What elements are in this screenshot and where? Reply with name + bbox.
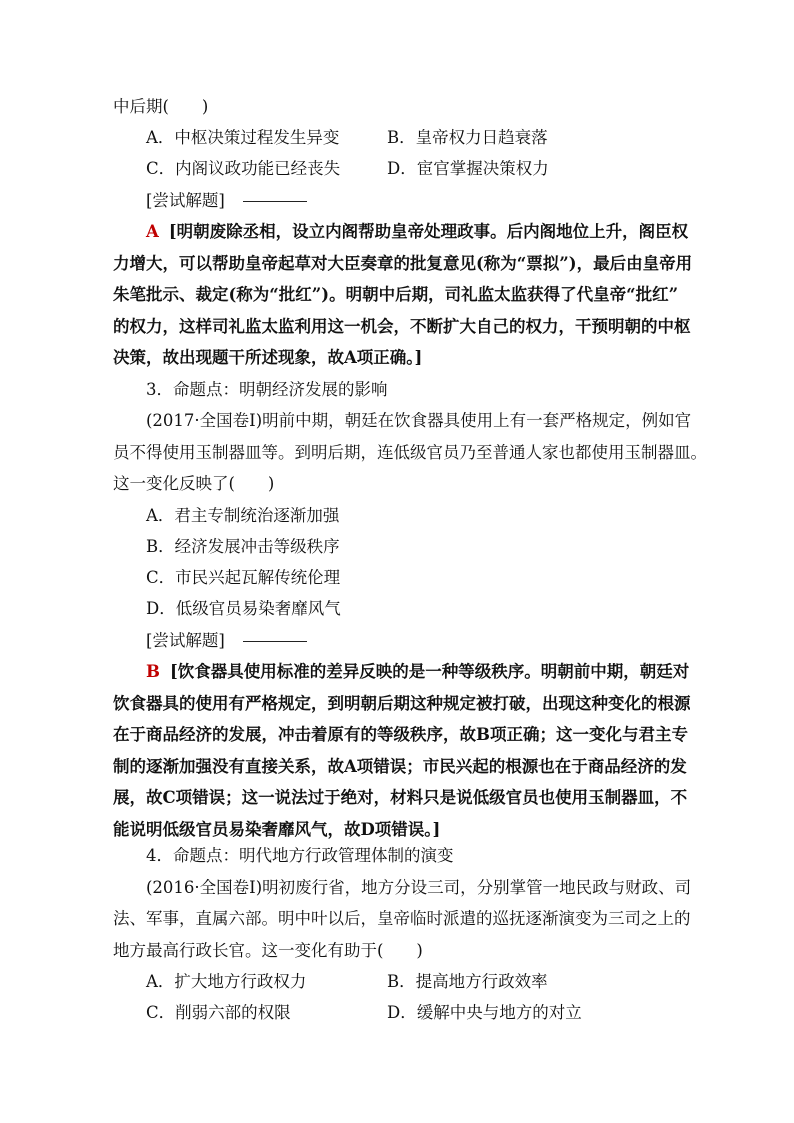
question-3-try-solve [0, 625, 794, 657]
option-c: C．削弱六部的权限 [146, 1003, 291, 1022]
question-4-stem-line-2 [0, 903, 794, 935]
explanation-text: 力增大，可以帮助皇帝起草对大臣奏章的批复意见(称为“票拟”)，最后由皇帝用 [113, 254, 693, 273]
option-c: C．市民兴起瓦解传统伦理 [146, 568, 341, 587]
stem-text: (2016·全国卷Ⅰ)明初废行省，地方分设三司，分别掌管一地民政与财政、司 [146, 878, 692, 897]
question-3-option-d [0, 593, 794, 625]
explanation-text: 朱笔批示、裁定(称为“批红”)。明朝中后期，司礼监太监获得了代皇帝“批红” [113, 285, 679, 304]
stem-text: 中后期( ) [113, 97, 209, 116]
explanation-text: 饮食器具的使用有严格规定，到明朝后期这种规定被打破，出现这种变化的根源 [113, 694, 691, 713]
question-2-explanation-line-2 [0, 248, 794, 280]
question-4-heading [0, 840, 794, 872]
answer-letter: A [146, 222, 159, 241]
stem-text: 地方最高行政长官。这一变化有助于( ) [113, 941, 423, 960]
explanation-text: 能说明低级官员易染奢靡风气，故D项错误。] [113, 820, 441, 839]
question-4-stem-line-3 [0, 935, 794, 967]
question-3-explanation-line-3 [0, 719, 794, 751]
option-b: B．皇帝权力日趋衰落 [387, 128, 548, 147]
question-2-options-row-1 [0, 122, 794, 154]
question-2-try-solve [0, 185, 794, 217]
question-4-options-row-2 [0, 997, 794, 1029]
question-3-stem-line-3 [0, 468, 794, 500]
stem-text: (2017·全国卷Ⅰ)明前中期，朝廷在饮食器具使用上有一套严格规定，例如官 [146, 411, 692, 430]
question-3-option-c [0, 562, 794, 594]
question-2-stem-end [0, 91, 794, 123]
option-a: A．扩大地方行政权力 [146, 972, 307, 991]
question-3-explanation-line-1 [0, 656, 794, 688]
stem-text: 这一变化反映了( ) [113, 474, 275, 493]
option-d: D．低级官员易染奢靡风气 [146, 599, 341, 618]
question-2-explanation-line-4 [0, 311, 794, 343]
option-a: A．中枢决策过程发生异变 [146, 128, 340, 147]
explanation-text: 制的逐渐加强没有直接关系，故A项错误；市民兴起的根源也在于商品经济的发 [113, 757, 687, 776]
option-c: C．内阁议政功能已经丧失 [146, 159, 341, 178]
answer-blank [243, 640, 307, 642]
try-solve-label: [尝试解题] [146, 185, 307, 217]
option-d: D．宦官掌握决策权力 [387, 159, 549, 178]
answer-blank [243, 200, 307, 202]
explanation-text: [明朝废除丞相，设立内阁帮助皇帝处理政事。后内阁地位上升，阁臣权 [168, 222, 689, 241]
option-b: B．经济发展冲击等级秩序 [146, 537, 340, 556]
heading-text: 4．命题点：明代地方行政管理体制的演变 [146, 846, 454, 865]
try-solve-label: [尝试解题] [146, 625, 307, 657]
stem-text: 员不得使用玉制器皿等。到明后期，连低级官员乃至普通人家也都使用玉制器皿。 [113, 443, 707, 462]
question-2-explanation-line-3 [0, 279, 794, 311]
option-b: B．提高地方行政效率 [387, 972, 548, 991]
question-4-stem-line-1 [0, 872, 794, 904]
option-a: A．君主专制统治逐渐加强 [146, 506, 340, 525]
heading-text: 3．命题点：明朝经济发展的影响 [146, 380, 388, 399]
question-3-explanation-line-2 [0, 688, 794, 720]
explanation-text: 决策，故出现题干所述现象，故A项正确。] [113, 348, 423, 367]
stem-text: 法、军事，直属六部。明中叶以后，皇帝临时派遣的巡抚逐渐演变为三司之上的 [113, 909, 691, 928]
question-2-explanation-line-1 [0, 216, 794, 248]
explanation-text: [饮食器具使用标准的差异反映的是一种等级秩序。明朝前中期，朝廷对 [169, 662, 690, 681]
question-3-explanation-line-5 [0, 782, 794, 814]
question-3-explanation-line-4 [0, 751, 794, 783]
question-3-stem-line-1 [0, 405, 794, 437]
question-2-explanation-line-5 [0, 342, 794, 374]
answer-letter: B [146, 662, 160, 681]
option-d: D．缓解中央与地方的对立 [387, 1003, 582, 1022]
question-3-stem-line-2 [0, 437, 794, 469]
question-3-heading [0, 374, 794, 406]
explanation-text: 的权力，这样司礼监太监利用这一机会，不断扩大自己的权力，干预明朝的中枢 [113, 317, 691, 336]
question-3-option-b [0, 531, 794, 563]
question-3-option-a [0, 500, 794, 532]
question-4-options-row-1 [0, 966, 794, 998]
explanation-text: 展，故C项错误；这一说法过于绝对，材料只是说低级官员也使用玉制器皿，不 [113, 788, 688, 807]
explanation-text: 在于商品经济的发展，冲击着原有的等级秩序，故B项正确；这一变化与君主专 [113, 725, 688, 744]
question-2-options-row-2 [0, 153, 794, 185]
